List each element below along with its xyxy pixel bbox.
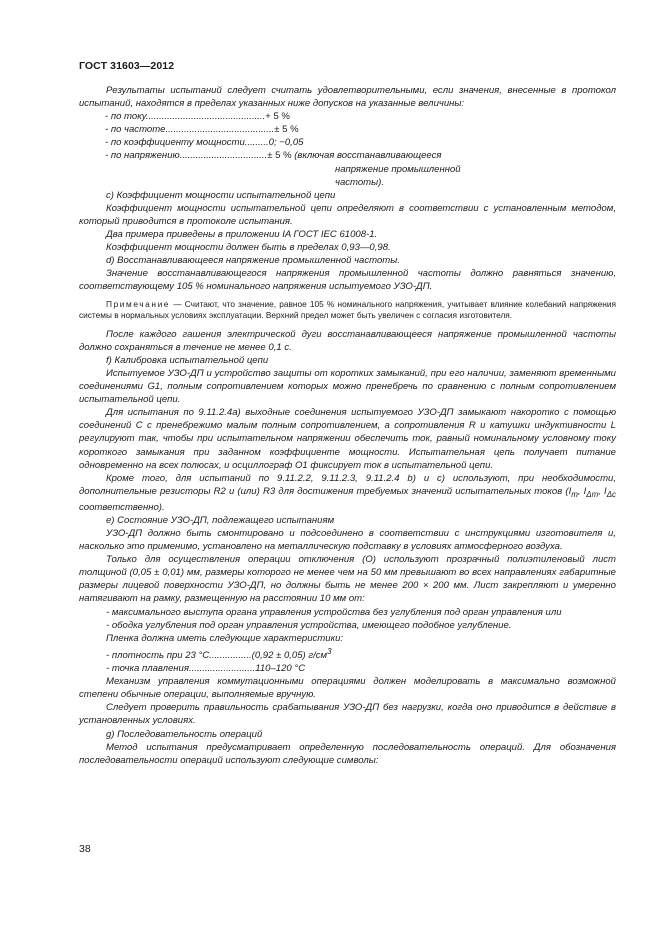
tolerance-continuation: напряжение промышленной (335, 163, 461, 175)
tolerance-item: - по напряжению.................................± 5 % (включая восстанавливающееся (105, 150, 442, 162)
note-label: Примечание (106, 298, 171, 309)
section-e-paragraph: УЗО-ДП должно быть смонтировано и подсоединено в соответствии с инструкциями изготовителя и, насколько это применимо, установлено на металлическую подставку в условиях атмосферного воздуха. (79, 528, 616, 553)
section-e-bullet: - ободка углубления под орган управления устройства, имеющего подобное углубление. (106, 619, 512, 631)
section-f-paragraph: Кроме того, для испытаний по 9.11.2.2, 9.11.2.3, 9.11.2.4 b) и с) используют, при необходимости, дополнительные резисторы R2 и (или) R3 для достижения требуемых значений испытательных токов ($I_m$, $I_{\Delta m}$, $I_{\Delta c}$ соответственно). (79, 472, 616, 513)
section-e-paragraph: Следует проверить правильность срабатывания УЗО-ДП без нагрузки, когда оно приводится в действие в установленных условиях. (79, 702, 616, 727)
tolerance-continuation: частоты). (335, 176, 384, 188)
film-characteristic: - плотность при 23 °С................(0,92 ± 0,05) $г/см^3$ (106, 646, 332, 662)
tolerance-item: - по частоте.........................................± 5 % (105, 124, 299, 136)
note-paragraph (79, 299, 616, 322)
section-c-paragraph: Два примера приведены в приложении IA ГОСТ IEC 61008-1. (106, 229, 378, 241)
section-e-bullet: - максимального выступа органа управления устройства без углубления под орган управления или (106, 606, 562, 618)
section-e-paragraph: Только для осуществления операции отключения (О) используют прозрачный полиэтиленовый лист толщиной (0,05 ± 0,01) мм, размеры которого не менее чем на 50 мм превышают во всех направлениях габаритные размеры лицевой поверхности УЗО-ДП, но должны быть не менее 200 × 200 мм. Лист закрепляют и умеренно натягивают на рамку, размещенную на расстоянии 10 мм от: (79, 554, 616, 605)
section-d-title: d) Восстанавливающееся напряжение промышленной частоты. (106, 255, 400, 267)
section-f-paragraph: Испытуемое УЗО-ДП и устройство защиты от коротких замыканий, при его наличии, заменяют временными соединениями G1, полным сопротивлением которых можно пренебречь по сравнению с полным сопротивлением испытательной цепи. (79, 367, 616, 406)
section-c-title: с) Коэффициент мощности испытательной цепи (106, 189, 336, 201)
tolerance-item: - по току.............................................+ 5 % (105, 111, 290, 123)
section-e-paragraph: Пленка должна иметь следующие характеристики: (106, 632, 344, 644)
film-characteristic: - точка плавления.........................110–120 °С (106, 663, 306, 675)
tolerance-list (79, 110, 616, 189)
section-f-paragraph: Для испытания по 9.11.2.4а) выходные соединения испытуемого УЗО-ДП замыкают накоротко с помощью соединений С с пренебрежимо малым полным сопротивлением, а сопротивления R и катушки индуктивности L регулируют так, чтобы при испытательном напряжении обеспечить ток, равный номинальному условному току короткого замыкания при заданном коэффициенте мощности. Испытательная цепь получает питание одновременно на всех полюсах, и осциллограф О1 фиксирует ток в испытательной цепи. (79, 407, 616, 471)
section-g-paragraph: Метод испытания предусматривает определенную последовательность операций. Для обозначения последовательности операций используют следующие символы: (79, 741, 616, 766)
section-f-title: f) Калибровка испытательной цепи (106, 354, 269, 366)
section-c-paragraph: Коэффициент мощности испытательной цепи определяют в соответствии с установленным методом, который приводится в протоколе испытания. (79, 202, 616, 227)
tolerance-item: - по коэффициенту мощности.........0; −0,05 (105, 137, 304, 149)
document-header: ГОСТ 31603—2012 (79, 60, 175, 72)
note-text: — Считают, что значение, равное 105 % номинального напряжения, учитывает влияние колебаний напряжения системы в нормальных условиях эксплуатации. Верхний предел может быть увеличен с согласия изготовителя. (79, 298, 616, 321)
section-e-title: e) Состояние УЗО-ДП, подлежащего испытаниям (106, 514, 335, 526)
section-c-paragraph: Коэффициент мощности должен быть в пределах 0,93—0,98. (106, 242, 391, 254)
section-d-paragraph: Значение восстанавливающегося напряжения промышленной частоты должно равняться значению, соответствующему 105 % номинального напряжения испытуемого УЗО-ДП. (79, 268, 616, 293)
page-number: 38 (79, 843, 91, 855)
intro-paragraph: Результаты испытаний следует считать удовлетворительными, если значения, внесенные в протокол испытаний, находятся в пределах указанных ниже допусков на указанные величины: (79, 85, 616, 110)
section-e-paragraph: Механизм управления коммутационными операциями должен моделировать в максимально возможной степени обычные операции, выполняемые вручную. (79, 676, 616, 701)
section-g-title: g) Последовательность операций (106, 728, 263, 740)
after-note-paragraph: После каждого гашения электрической дуги восстанавливающееся напряжение промышленной частоты должно сохраняться в течение не менее 0,1 с. (79, 328, 616, 353)
document-body (79, 84, 616, 767)
